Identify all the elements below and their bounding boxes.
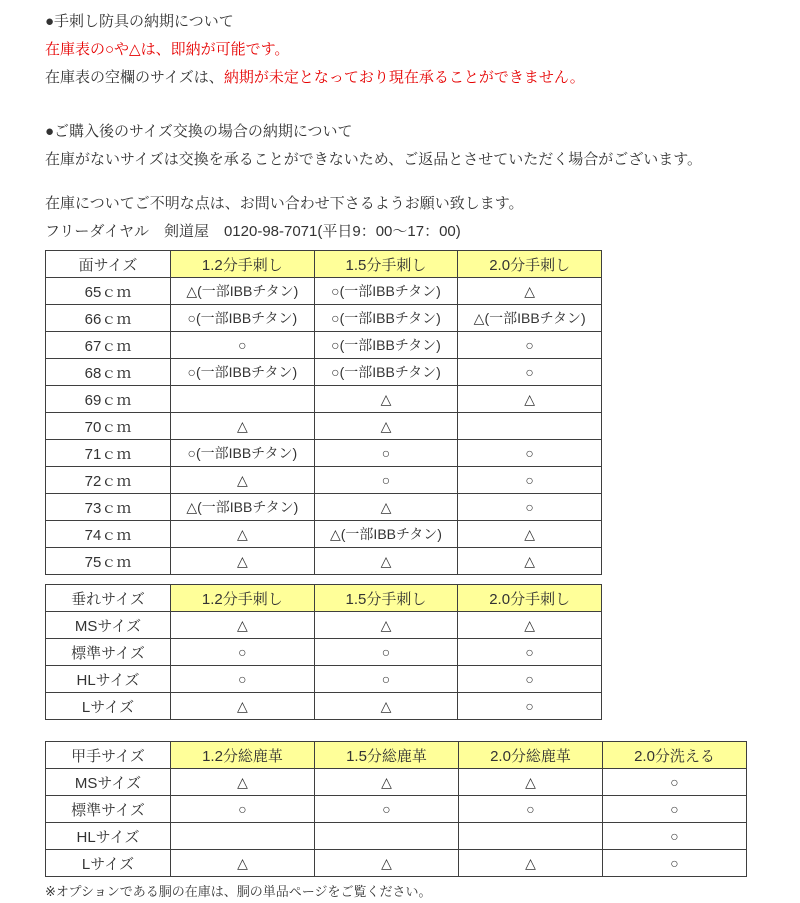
column-header: 2.0分手刺し <box>458 251 602 278</box>
table-row <box>46 278 602 305</box>
column-header: 2.0分手刺し <box>458 585 602 612</box>
row-label: 75ｃｍ <box>46 548 171 575</box>
stock-cell: △ <box>458 278 602 305</box>
stock-cell <box>171 823 315 850</box>
stock-cell: △ <box>314 494 458 521</box>
table-row <box>46 823 747 850</box>
stock-cell: ○(一部IBBチタン) <box>314 359 458 386</box>
column-header: 1.5分総鹿革 <box>315 742 459 769</box>
stock-cell: ○ <box>314 440 458 467</box>
stock-cell: △ <box>314 612 458 639</box>
stock-cell: ○ <box>459 796 603 823</box>
stock-cell: ○(一部IBBチタン) <box>171 305 315 332</box>
stock-cell: △ <box>458 548 602 575</box>
stock-cell: △ <box>314 413 458 440</box>
table-row <box>46 639 602 666</box>
row-label: 74ｃｍ <box>46 521 171 548</box>
stock-cell: △ <box>171 769 315 796</box>
stock-cell: ○ <box>603 796 747 823</box>
table-row <box>46 521 602 548</box>
stock-cell: ○ <box>314 666 458 693</box>
stock-cell: ○(一部IBBチタン) <box>171 440 315 467</box>
stock-cell: △ <box>459 769 603 796</box>
stock-cell: △ <box>314 548 458 575</box>
column-header: 1.2分総鹿革 <box>171 742 315 769</box>
stock-cell: ○ <box>171 796 315 823</box>
row-label: 68ｃｍ <box>46 359 171 386</box>
table-row <box>46 413 602 440</box>
stock-cell: △ <box>171 548 315 575</box>
stock-cell: △ <box>458 521 602 548</box>
row-label: Lサイズ <box>46 850 171 877</box>
stock-table-tare <box>45 584 602 720</box>
stock-cell: △ <box>314 386 458 413</box>
stock-cell <box>459 823 603 850</box>
stock-cell: ○(一部IBBチタン) <box>314 305 458 332</box>
stock-cell: ○ <box>458 639 602 666</box>
row-label: 標準サイズ <box>46 796 171 823</box>
table-row <box>46 548 602 575</box>
heading-size-exchange: ●ご購入後のサイズ交換の場合の納期について <box>45 123 353 140</box>
row-label-header: 垂れサイズ <box>46 585 171 612</box>
stock-cell: ○ <box>458 332 602 359</box>
stock-cell: ○ <box>603 850 747 877</box>
stock-cell: △(一部IBBチタン) <box>458 305 602 332</box>
stock-cell: ○(一部IBBチタン) <box>171 359 315 386</box>
note-blank-cells-prefix: 在庫表の空欄のサイズは、 <box>45 69 224 86</box>
table-row <box>46 796 747 823</box>
row-label: 72ｃｍ <box>46 467 171 494</box>
stock-cell: ○ <box>171 666 315 693</box>
row-label: HLサイズ <box>46 823 171 850</box>
stock-cell <box>315 823 459 850</box>
header-row <box>46 742 747 769</box>
stock-cell: △ <box>459 850 603 877</box>
stock-cell: ○ <box>315 796 459 823</box>
stock-cell: △ <box>315 769 459 796</box>
column-header: 1.2分手刺し <box>171 585 315 612</box>
row-label: 標準サイズ <box>46 639 171 666</box>
table-row <box>46 440 602 467</box>
row-label: MSサイズ <box>46 612 171 639</box>
stock-cell: ○ <box>458 666 602 693</box>
note-exchange-policy: 在庫がないサイズは交換を承ることができないため、ご返品とさせていただく場合がございます。 <box>45 151 703 168</box>
note-immediate-delivery: 在庫表の○や△は、即納が可能です。 <box>45 41 290 58</box>
header-row <box>46 251 602 278</box>
column-header: 1.2分手刺し <box>171 251 315 278</box>
note-blank-cells-warning: 納期が未定となっており現在承ることができません。 <box>223 69 585 86</box>
stock-cell: △ <box>171 467 315 494</box>
table-row <box>46 769 747 796</box>
stock-cell: ○ <box>314 639 458 666</box>
stock-cell: △ <box>171 850 315 877</box>
stock-cell: ○ <box>171 639 315 666</box>
table-row <box>46 666 602 693</box>
stock-cell: △(一部IBBチタン) <box>171 278 315 305</box>
row-label-header: 面サイズ <box>46 251 171 278</box>
stock-table-men <box>45 250 602 575</box>
table-row <box>46 850 747 877</box>
stock-cell: ○ <box>458 467 602 494</box>
stock-cell: ○ <box>603 769 747 796</box>
stock-cell: △ <box>171 612 315 639</box>
stock-cell: ○(一部IBBチタン) <box>314 278 458 305</box>
stock-cell: △ <box>458 386 602 413</box>
stock-cell: △ <box>171 693 315 720</box>
spacer <box>45 92 800 118</box>
row-label: 66ｃｍ <box>46 305 171 332</box>
stock-table-kote <box>45 741 747 877</box>
row-label: 71ｃｍ <box>46 440 171 467</box>
stock-cell: ○ <box>458 359 602 386</box>
stock-cell: △ <box>171 413 315 440</box>
table-row <box>46 332 602 359</box>
stock-cell: △ <box>171 521 315 548</box>
table-row <box>46 494 602 521</box>
stock-cell: △(一部IBBチタン) <box>171 494 315 521</box>
row-label-header: 甲手サイズ <box>46 742 171 769</box>
stock-cell <box>171 386 315 413</box>
stock-cell: △ <box>315 850 459 877</box>
row-label: HLサイズ <box>46 666 171 693</box>
note-contact: 在庫についてご不明な点は、お問い合わせ下さるようお願い致します。 <box>45 195 524 212</box>
stock-cell: ○ <box>603 823 747 850</box>
note-blank-cells <box>45 64 800 92</box>
column-header: 1.5分手刺し <box>314 585 458 612</box>
column-header: 2.0分洗える <box>603 742 747 769</box>
intro-text-block <box>45 8 800 246</box>
column-header: 2.0分総鹿革 <box>459 742 603 769</box>
stock-cell: ○(一部IBBチタン) <box>314 332 458 359</box>
heading-delivery-info: ●手刺し防具の納期について <box>45 13 234 30</box>
stock-cell: △ <box>314 693 458 720</box>
table-row <box>46 612 602 639</box>
column-header: 1.5分手刺し <box>314 251 458 278</box>
row-label: 67ｃｍ <box>46 332 171 359</box>
table-row <box>46 693 602 720</box>
stock-cell: △(一部IBBチタン) <box>314 521 458 548</box>
footnote-do-option: ※オプションである胴の在庫は、胴の単品ページをご覧ください。 <box>45 884 432 899</box>
stock-cell: ○ <box>458 494 602 521</box>
stock-cell: ○ <box>458 693 602 720</box>
stock-cell <box>458 413 602 440</box>
table-row <box>46 359 602 386</box>
stock-cell: ○ <box>458 440 602 467</box>
stock-cell: △ <box>458 612 602 639</box>
table-row <box>46 386 602 413</box>
row-label: 73ｃｍ <box>46 494 171 521</box>
spacer <box>45 174 800 190</box>
row-label: 65ｃｍ <box>46 278 171 305</box>
row-label: 69ｃｍ <box>46 386 171 413</box>
stock-cell: ○ <box>314 467 458 494</box>
row-label: MSサイズ <box>46 769 171 796</box>
row-label: 70ｃｍ <box>46 413 171 440</box>
header-row <box>46 585 602 612</box>
stock-cell: ○ <box>171 332 315 359</box>
contact-phone-line: フリーダイヤル 剣道屋 0120-98-7071(平日9：00～17：00) <box>45 223 461 240</box>
table-row <box>46 305 602 332</box>
table-row <box>46 467 602 494</box>
row-label: Lサイズ <box>46 693 171 720</box>
